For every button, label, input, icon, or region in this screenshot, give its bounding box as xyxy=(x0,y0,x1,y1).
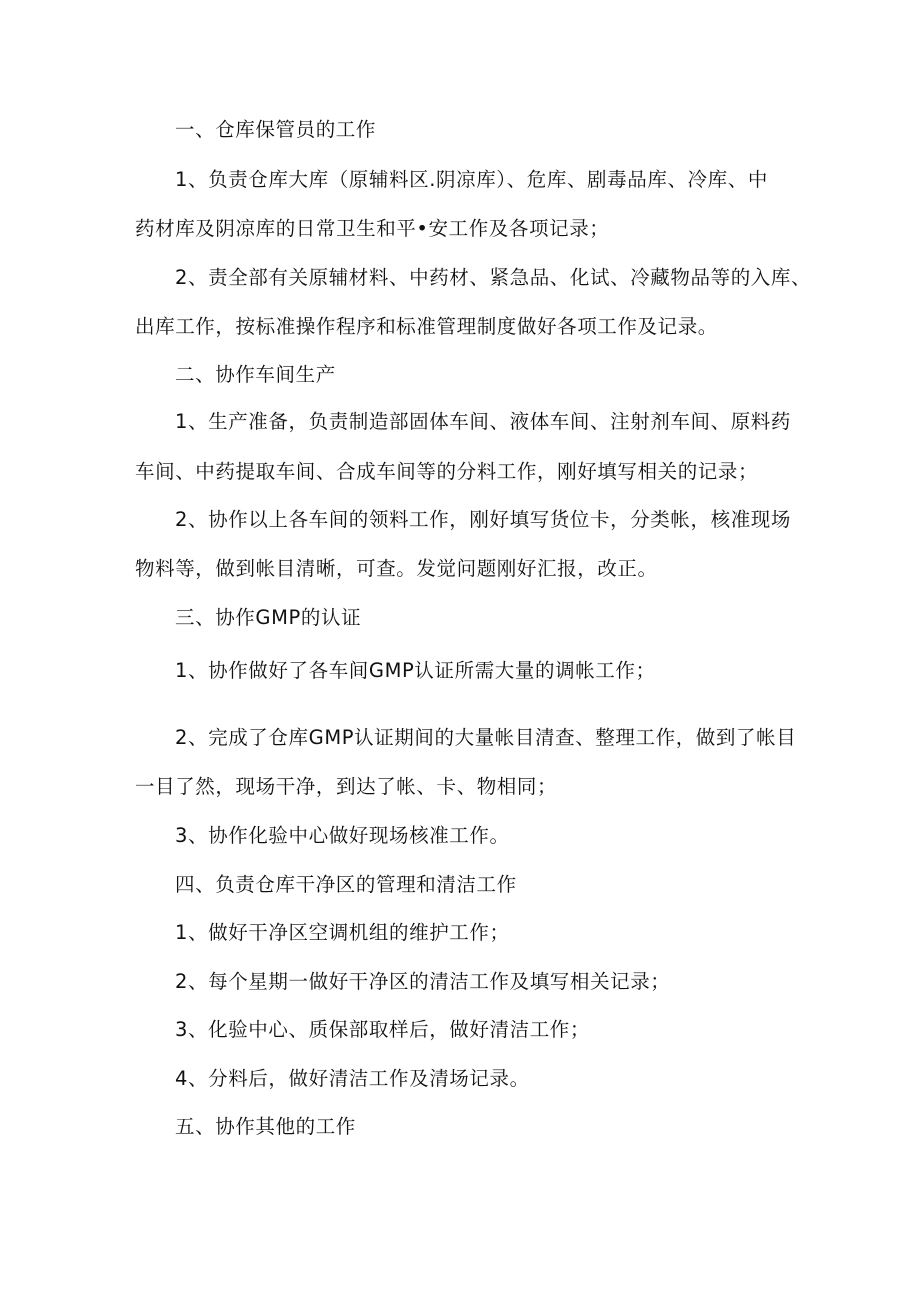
paragraph-line: 药材库及阴凉库的日常卫生和平•安工作及各项记录； xyxy=(135,217,610,240)
paragraph-line: 4、分料后，做好清洁工作及清场记录。 xyxy=(175,1067,530,1090)
paragraph-line: 一目了然，现场干净，到达了帐、卡、物相同； xyxy=(135,775,558,798)
section-heading-5: 五、协作其他的工作 xyxy=(175,1115,356,1138)
paragraph-line: 1、负责仓库大库（原辅料区.阴凉库）、危库、剧毒品库、冷库、中 xyxy=(175,168,768,191)
paragraph-line: 2、完成了仓库GMP认证期间的大量帐目清查、整理工作，做到了帐目 xyxy=(175,726,797,749)
section-heading-2: 二、协作车间生产 xyxy=(175,363,336,386)
section-heading-1: 一、仓库保管员的工作 xyxy=(175,118,377,141)
paragraph-line: 1、生产准备，负责制造部固体车间、液体车间、注射剂车间、原料药 xyxy=(175,410,792,433)
paragraph-line: 3、化验中心、质保部取样后，做好清洁工作； xyxy=(175,1018,591,1041)
paragraph-line: 车间、中药提取车间、合成车间等的分料工作，刚好填写相关的记录； xyxy=(135,460,759,483)
paragraph-line: 2、责全部有关原辅材料、中药材、紧急品、化试、冷藏物品等的入库、 xyxy=(175,266,812,289)
paragraph-line: 1、做好干净区空调机组的维护工作； xyxy=(175,921,510,944)
paragraph-line: 2、协作以上各车间的领料工作，刚好填写货位卡，分类帐，核准现场 xyxy=(175,508,792,531)
section-heading-4: 四、负责仓库干净区的管理和清洁工作 xyxy=(175,873,517,896)
paragraph-line: 3、协作化验中心做好现场核准工作。 xyxy=(175,824,510,847)
paragraph-line: 出库工作，按标准操作程序和标准管理制度做好各项工作及记录。 xyxy=(135,315,718,338)
paragraph-line: 2、每个星期一做好干净区的清洁工作及填写相关记录； xyxy=(175,970,671,993)
paragraph-line: 1、协作做好了各车间GMP认证所需大量的调帐工作； xyxy=(175,659,656,682)
section-heading-3: 三、协作GMP的认证 xyxy=(175,606,362,629)
paragraph-line: 物料等，做到帐目清晰，可查。发觉问题刚好汇报，改正。 xyxy=(135,557,658,580)
